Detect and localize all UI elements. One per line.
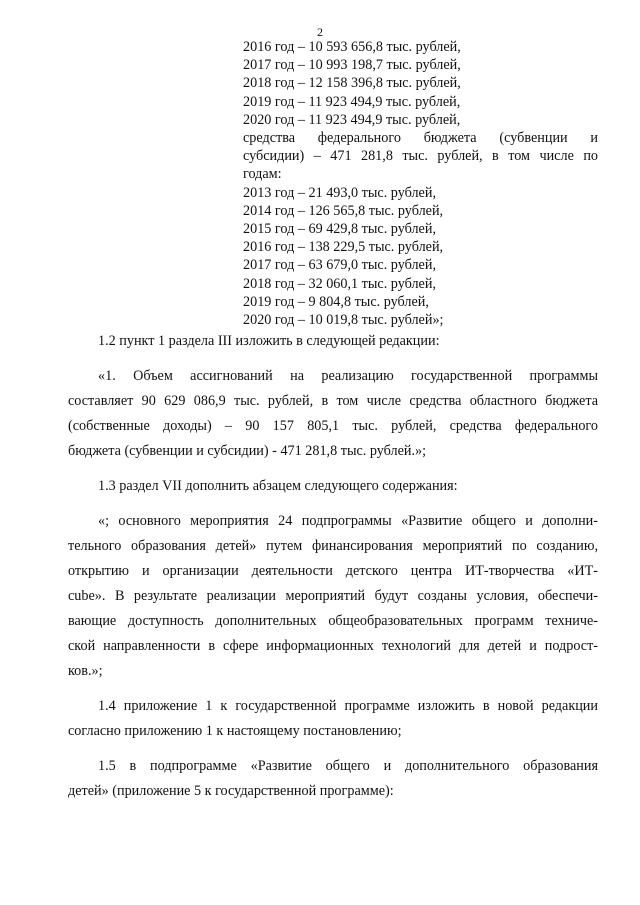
federal-year-2013: 2013 год – 21 493,0 тыс. рублей,: [243, 184, 436, 201]
federal-year-2017: 2017 год – 63 679,0 тыс. рублей,: [243, 257, 436, 274]
budget-breakdown-block: [243, 38, 598, 329]
paragraph-line: согласно приложению 1 к настоящему постановлению;: [68, 723, 402, 739]
paragraph-line: детей» (приложение 5 к государственной программе):: [68, 783, 394, 799]
paragraph-line: 1.5 в подпрограмме «Развитие общего и дополнительного образования: [98, 758, 598, 774]
budget-line-2020: 2020 год – 11 923 494,9 тыс. рублей,: [243, 111, 461, 128]
paragraph-line: ской направленности в сфере информационных технологий для детей и подрост-: [68, 638, 598, 654]
paragraph-1-5: [68, 754, 598, 804]
budget-line-2017: 2017 год – 10 993 198,7 тыс. рублей,: [243, 57, 461, 74]
paragraph-line: (собственные доходы) – 90 157 805,1 тыс. рублей, средства федерального: [68, 418, 598, 434]
paragraph-1-3-quote: [68, 509, 598, 684]
paragraph-1-3: [68, 474, 598, 499]
paragraph-1-2-quote: [68, 364, 598, 464]
paragraph-line: тельного образования детей» путем финансирования мероприятий по созданию,: [68, 538, 598, 554]
federal-year-2019: 2019 год – 9 804,8 тыс. рублей,: [243, 293, 429, 310]
paragraph-line: бюджета (субвенции и субсидии) - 471 281,8 тыс. рублей.»;: [68, 443, 427, 459]
paragraph-line: ков.»;: [68, 663, 103, 679]
paragraph-line: «; основного мероприятия 24 подпрограммы «Развитие общего и дополни-: [98, 513, 598, 529]
paragraph-1-2: [68, 329, 598, 354]
federal-year-2018: 2018 год – 32 060,1 тыс. рублей,: [243, 275, 436, 292]
federal-year-2014: 2014 год – 126 565,8 тыс. рублей,: [243, 202, 444, 219]
paragraph-line: 1.4 приложение 1 к государственной программе изложить в новой редакции: [98, 698, 598, 714]
paragraph-line: составляет 90 629 086,9 тыс. рублей, в том числе средства областного бюджета: [68, 393, 598, 409]
federal-year-2020: 2020 год – 10 019,8 тыс. рублей»;: [243, 312, 444, 329]
budget-line-2019: 2019 год – 11 923 494,9 тыс. рублей,: [243, 93, 461, 110]
federal-budget-line-3: годам:: [243, 166, 282, 183]
budget-line-2016: 2016 год – 10 593 656,8 тыс. рублей,: [243, 39, 461, 55]
paragraph-line: cube». В результате реализации мероприятий будут созданы условия, обеспечи-: [68, 588, 598, 604]
paragraph-line: открытию и организации деятельности детского центра ИТ-творчества «ИТ-: [68, 563, 598, 579]
federal-budget-line-1: средства федерального бюджета (субвенции и: [243, 130, 598, 147]
paragraph-1-4: [68, 694, 598, 744]
paragraph-line: 1.3 раздел VII дополнить абзацем следующего содержания:: [98, 478, 458, 494]
federal-budget-line-2: субсидии) – 471 281,8 тыс. рублей, в том числе по: [243, 148, 598, 165]
federal-year-2016: 2016 год – 138 229,5 тыс. рублей,: [243, 239, 444, 256]
paragraph-line: «1. Объем ассигнований на реализацию государственной программы: [98, 368, 598, 384]
page-number: 2: [317, 25, 323, 39]
budget-line-2018: 2018 год – 12 158 396,8 тыс. рублей,: [243, 75, 461, 92]
paragraph-line: вающие доступность дополнительных общеобразовательных программ техниче-: [68, 613, 598, 629]
federal-year-2015: 2015 год – 69 429,8 тыс. рублей,: [243, 221, 436, 238]
paragraph-line: 1.2 пункт 1 раздела III изложить в следующей редакции:: [98, 333, 440, 349]
document-body: [68, 329, 598, 814]
